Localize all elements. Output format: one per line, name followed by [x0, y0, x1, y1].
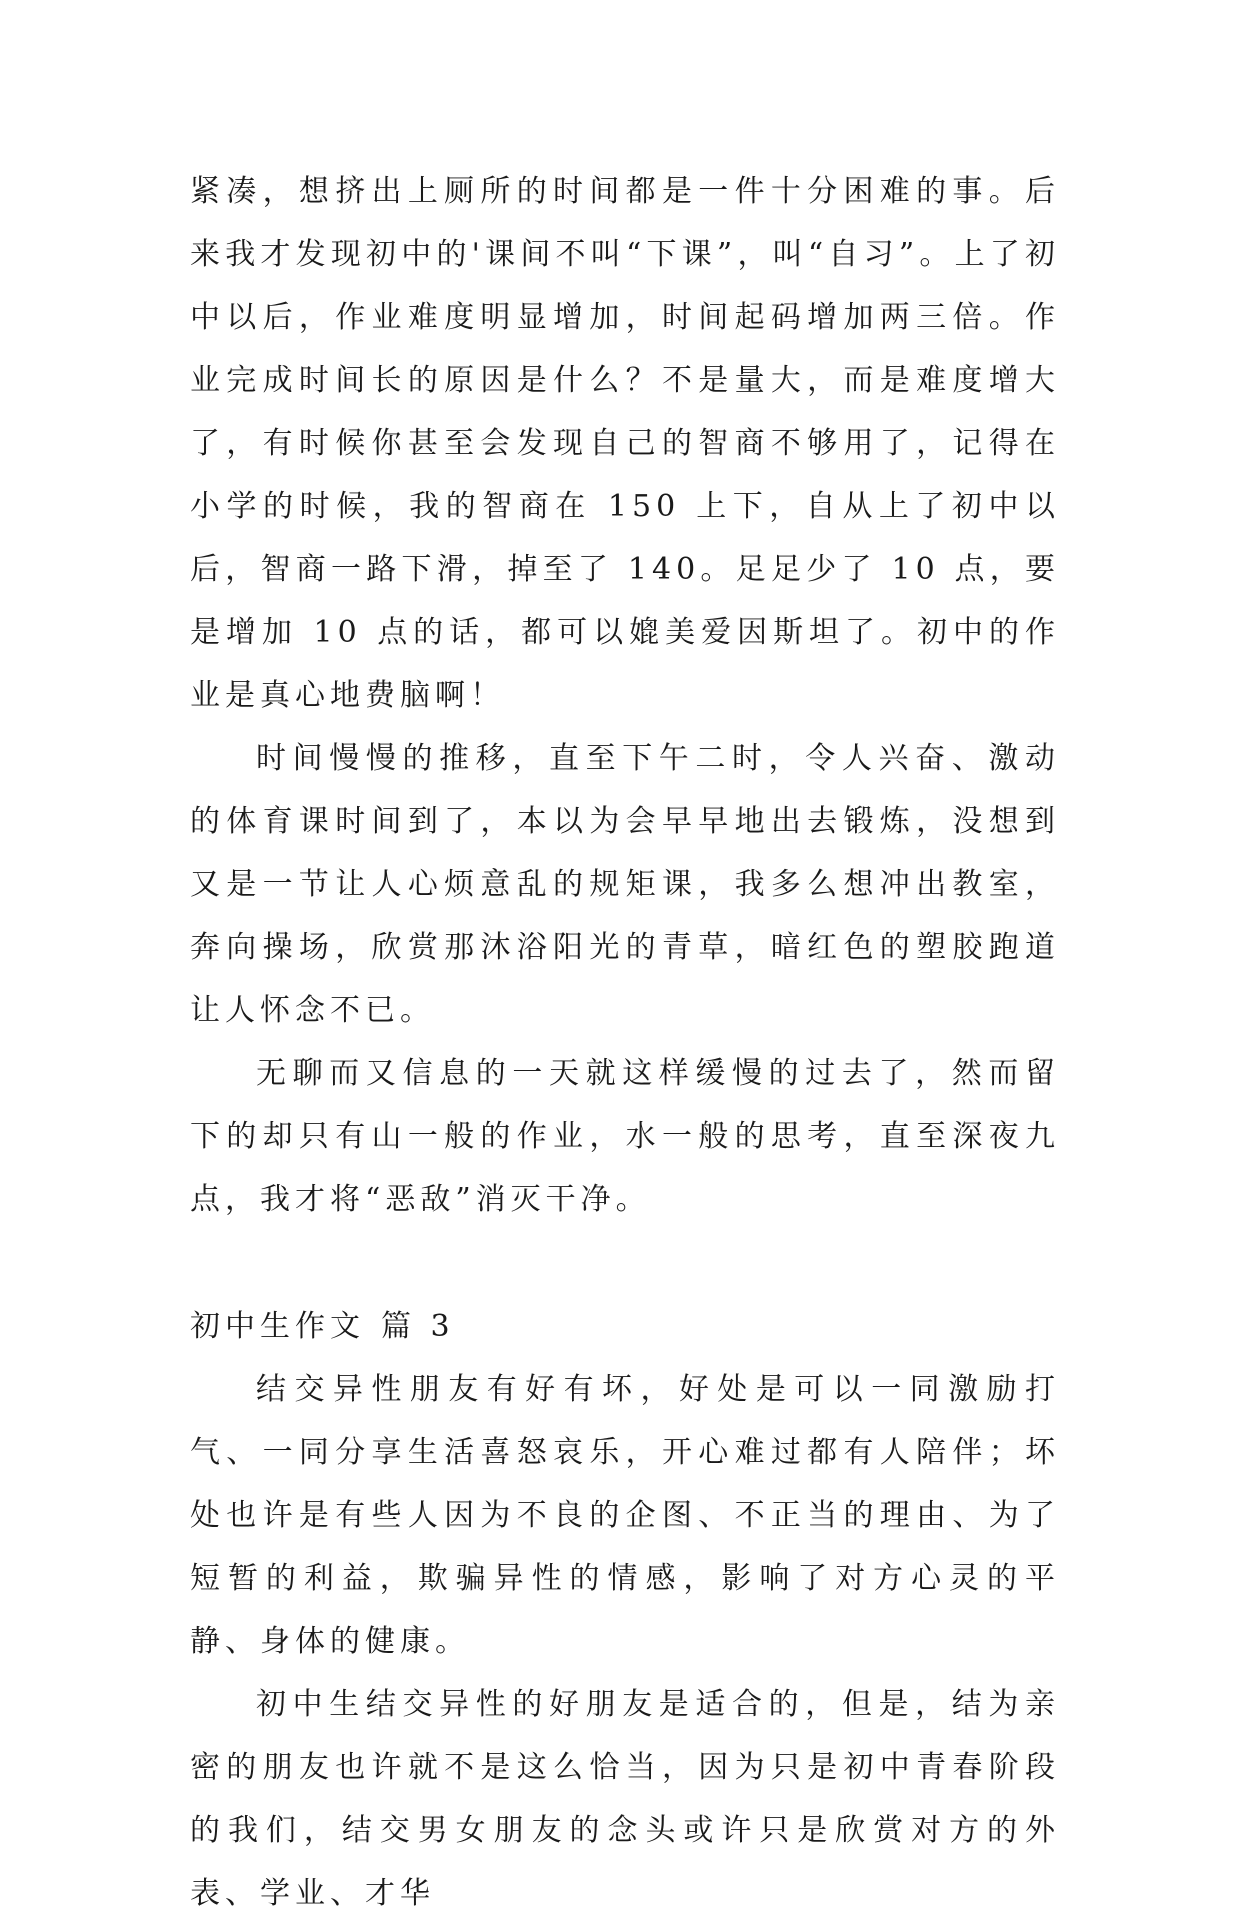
document-page	[190, 160, 1060, 1925]
paragraph-evening: 无聊而又信息的一天就这样缓慢的过去了，然而留下的却只有山一般的作业，水一般的思考，直至深夜九点，我才将“恶敌”消灭干净。	[190, 1056, 1060, 1217]
section-heading	[190, 1295, 1060, 1358]
paragraph-pe-class: 时间慢慢的推移，直至下午二时，令人兴奋、激动的体育课时间到了，本以为会早早地出去锻炼，没想到又是一节让人心烦意乱的规矩课，我多么想冲出教室，奔向操场，欣赏那沐浴阳光的青草，暗红色的塑胶跑道让人怀念不已。	[190, 741, 1060, 1028]
section-heading-title: 初中生作文	[190, 1309, 365, 1344]
paragraph-continuation: 紧凑，想挤出上厕所的时间都是一件十分困难的事。后来我才发现初中的'课间不叫“下课”，叫“自习”。上了初中以后，作业难度明显增加，时间起码增加两三倍。作业完成时间长的原因是什么？不是量大，而是难度增大了，有时候你甚至会发现自己的智商不够用了，记得在小学的时候，我的智商在 150 上下，自从上了初中以后，智商一路下滑，掉至了 140。足足少了 10 点，要是增加 10 点的话，都可以媲美爱因斯坦了。初中的作业是真心地费脑啊！	[190, 174, 1060, 713]
paragraph-friendship: 结交异性朋友有好有坏，好处是可以一同激励打气、一同分享生活喜怒哀乐，开心难过都有人陪伴；坏处也许是有些人因为不良的企图、不正当的理由、为了短暂的利益，欺骗异性的情感，影响了对方心灵的平静、身体的健康。	[190, 1372, 1060, 1659]
section-heading-number: 篇 3	[381, 1309, 455, 1344]
paragraph-close-friends: 初中生结交异性的好朋友是适合的，但是，结为亲密的朋友也许就不是这么恰当，因为只是初中青春阶段的我们，结交男女朋友的念头或许只是欣赏对方的外表、学业、才华	[190, 1687, 1060, 1911]
